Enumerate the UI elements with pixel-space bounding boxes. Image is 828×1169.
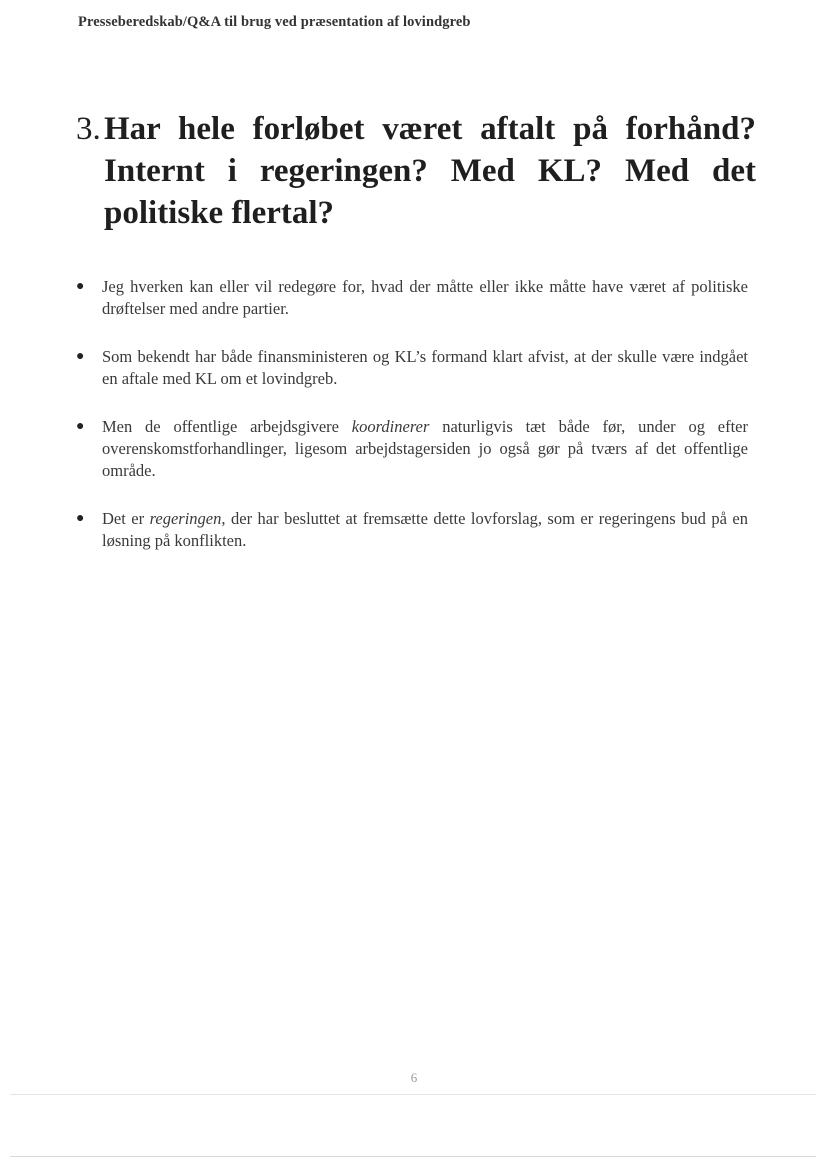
list-item [76, 508, 748, 552]
emphasized-word: koordinerer [351, 417, 430, 436]
bullet-text-after: naturligvis tæt både før, under og efter overenskomstforhandlinger, ligesom arbejdstagersiden jo også gør på tværs af det offentlige område. [102, 417, 748, 480]
bullet-text: Som bekendt har både finansministeren og KL’s formand klart afvist, at der skulle være indgået en aftale med KL om et lovindgreb. [102, 347, 748, 388]
bullet-icon: ● [76, 279, 85, 294]
bullet-text [102, 416, 748, 482]
bullet-icon: ● [76, 511, 85, 526]
footer-divider [10, 1094, 816, 1095]
section-title: Har hele forløbet været aftalt på forhånd? Internt i regeringen? Med KL? Med det politiske flertal? [104, 111, 756, 231]
page-number: 6 [410, 1070, 418, 1085]
bullet-text [102, 508, 748, 552]
bullet-icon: ● [76, 349, 85, 364]
list-item [76, 276, 748, 320]
bullet-text-before: Men de offentlige arbejdsgivere [102, 417, 352, 436]
bullet-text: Jeg hverken kan eller vil redegøre for, hvad der måtte eller ikke måtte have været af politiske drøftelser med andre partier. [102, 277, 748, 318]
running-header: Pressеberedskab/Q&A til brug ved præsentation af lovindgreb [78, 14, 471, 30]
scan-edge-divider [10, 1156, 816, 1157]
list-item [76, 346, 748, 390]
section-heading [76, 108, 756, 234]
bullet-text-before: Det er [102, 509, 150, 528]
bullet-icon: ● [76, 419, 85, 434]
emphasized-word: regeringen [149, 509, 222, 528]
list-item [76, 416, 748, 482]
section-number: 3. [76, 111, 101, 147]
bullet-text-after: , der har besluttet at fremsætte dette lovforslag, som er regeringens bud på en løsning på konflikten. [102, 509, 748, 550]
bullet-list [76, 276, 748, 578]
